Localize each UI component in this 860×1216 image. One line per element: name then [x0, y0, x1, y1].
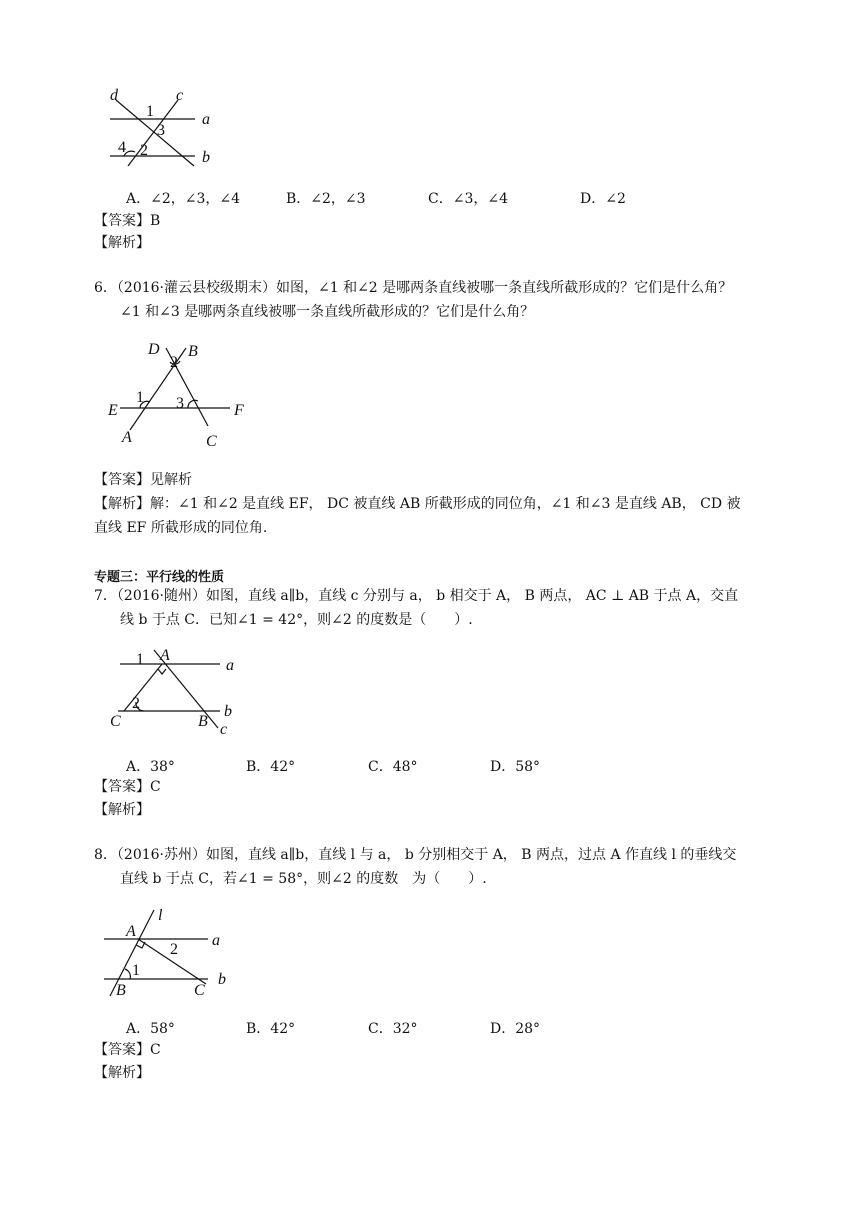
q7-question-line1: 7．（2016·随州）如图，直线 a∥b，直线 c 分别与 a， b 相交于 A， B 两点， AC ⊥ AB 于点 A，交直	[94, 588, 739, 604]
q8-option-a: A．58°	[126, 1021, 175, 1037]
q8-figure	[100, 904, 250, 1000]
q8-label-c-point: C	[194, 982, 205, 999]
q8-label-b-point: B	[116, 982, 126, 999]
q6-question-line2: ∠1 和∠3 是哪两条直线被哪一条直线所截形成的？它们是什么角？	[120, 304, 535, 320]
section-title: 专题三：平行线的性质	[94, 570, 225, 585]
q5-analysis: 【解析】	[94, 235, 150, 251]
q5-option-b: B．∠2，∠3	[286, 191, 366, 207]
q8-angle-2: 2	[170, 941, 178, 958]
q7-label-c-line: c	[220, 721, 228, 738]
q6-angle-2: 2	[170, 354, 178, 371]
q5-angle-3: 3	[157, 122, 165, 139]
q8-question-line1: 8．（2016·苏州）如图，直线 a∥b，直线 l 与 a， b 分别相交于 A， B 两点，过点 A 作直线 l 的垂线交	[94, 847, 737, 863]
q6-angle-3: 3	[176, 395, 184, 412]
q8-diagram	[100, 904, 250, 1000]
q7-option-c: C．48°	[368, 759, 418, 775]
q8-option-b: B．42°	[246, 1021, 296, 1037]
q7-diagram	[104, 644, 254, 740]
q5-label-a: a	[202, 111, 210, 128]
q6-label-e: E	[108, 402, 118, 419]
q7-analysis: 【解析】	[94, 802, 150, 818]
q5-figure	[100, 86, 230, 176]
q6-angle-1: 1	[136, 389, 144, 406]
q7-figure	[104, 644, 254, 740]
q6-figure	[104, 336, 264, 454]
q7-label-c-point: C	[110, 713, 121, 730]
q7-label-b-line: b	[224, 703, 232, 720]
q5-option-a: A．∠2，∠3，∠4	[126, 191, 241, 207]
q7-option-d: D．58°	[490, 759, 541, 775]
q5-angle-4: 4	[118, 139, 126, 156]
q6-answer: 【答案】见解析	[94, 472, 192, 488]
q6-label-d: D	[148, 341, 160, 358]
q8-label-b-line: b	[218, 971, 226, 988]
q7-angle-1: 1	[136, 651, 144, 668]
q5-label-b: b	[202, 149, 210, 166]
q8-answer: 【答案】C	[94, 1042, 161, 1058]
q5-label-c: c	[176, 87, 184, 104]
q7-label-a-line: a	[226, 657, 234, 674]
q8-question-line2: 直线 b 于点 C，若∠1 = 58°，则∠2 的度数 为（ ）.	[120, 871, 487, 887]
q8-option-d: D．28°	[490, 1021, 541, 1037]
q8-label-a-line: a	[212, 932, 220, 949]
q5-angle-2: 2	[140, 142, 148, 159]
q8-label-a-point: A	[126, 923, 136, 940]
q8-option-c: C．32°	[368, 1021, 418, 1037]
q6-analysis-line2: 直线 EF 所截形成的同位角.	[94, 520, 268, 536]
q6-label-c: C	[206, 433, 217, 450]
q5-angle-1: 1	[146, 103, 154, 120]
q8-label-l: l	[158, 907, 163, 924]
q7-label-a-point: A	[160, 647, 170, 664]
q7-angle-2: 2	[132, 695, 140, 712]
q6-question-line1: 6．（2016·灌云县校级期末）如图，∠1 和∠2 是哪两条直线被哪一条直线所截形成的？它们是什么角？	[94, 280, 733, 296]
q5-label-d: d	[110, 87, 118, 104]
q6-label-b: B	[188, 343, 198, 360]
q5-answer: 【答案】B	[94, 213, 161, 229]
q6-label-f: F	[234, 402, 244, 419]
q6-label-a: A	[122, 429, 132, 446]
q5-option-c: C．∠3，∠4	[428, 191, 508, 207]
q8-angle-1: 1	[132, 962, 140, 979]
q7-label-b-point: B	[198, 713, 208, 730]
q7-option-b: B．42°	[246, 759, 296, 775]
q5-option-d: D．∠2	[580, 191, 626, 207]
q5-diagram	[100, 86, 230, 176]
q7-question-line2: 线 b 于点 C．已知∠1 = 42°，则∠2 的度数是（ ）.	[120, 612, 473, 628]
q6-diagram	[104, 336, 264, 454]
q7-answer: 【答案】C	[94, 779, 161, 795]
q6-analysis-line1: 【解析】解：∠1 和∠2 是直线 EF， DC 被直线 AB 所截形成的同位角，∠1 和∠3 是直线 AB， CD 被	[94, 496, 741, 512]
q8-analysis: 【解析】	[94, 1065, 150, 1081]
q7-option-a: A．38°	[126, 759, 175, 775]
